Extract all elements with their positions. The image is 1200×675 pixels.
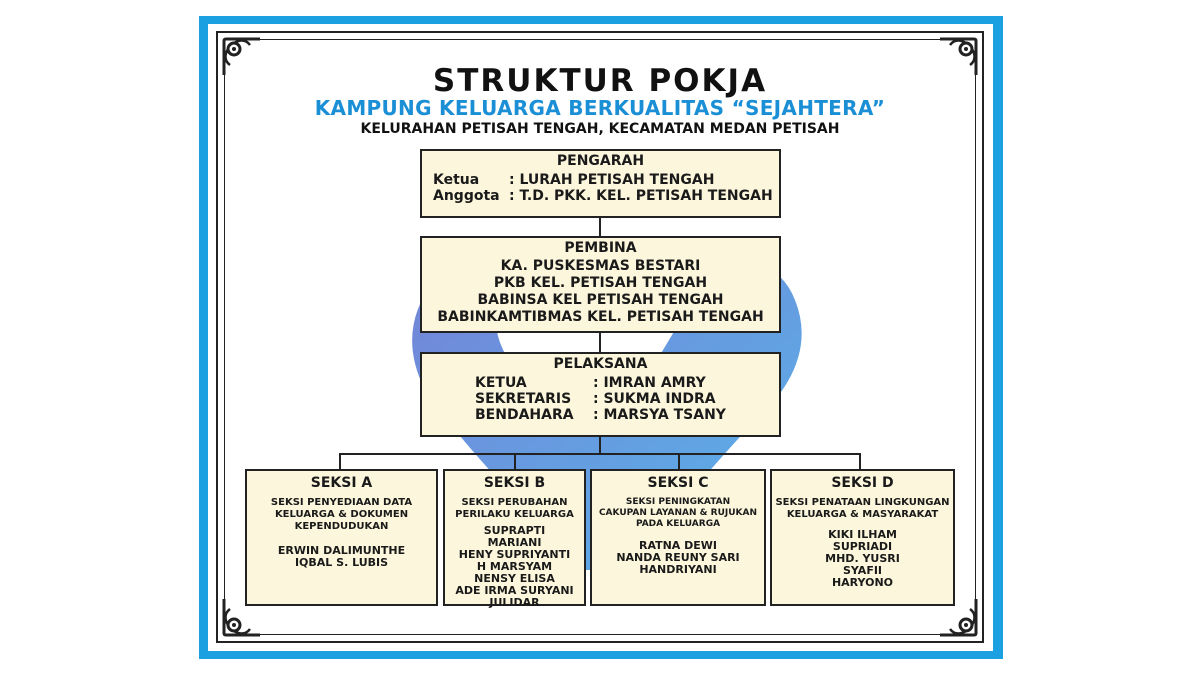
seksi-desc-line: SEKSI PERUBAHAN	[461, 497, 568, 508]
seksi-member: HENY SUPRIYANTI	[458, 548, 571, 561]
seksi-member: HANDRIYANI	[639, 563, 717, 576]
seksi-member: MHD. YUSRI	[825, 552, 900, 565]
seksi-desc-line: PERILAKU KELUARGA	[455, 509, 574, 520]
pelaksana-row-label: SEKRETARIS	[475, 391, 572, 407]
pelaksana-row-value: : SUKMA INDRA	[593, 391, 716, 407]
seksi-desc-line: SEKSI PENATAAN LINGKUNGAN	[775, 497, 950, 508]
poster-location: KELURAHAN PETISAH TENGAH, KECAMATAN MEDAN PETISAH	[360, 121, 840, 137]
pembina-member: BABINSA KEL PETISAH TENGAH	[477, 292, 724, 308]
seksi-member: MARIANI	[487, 536, 542, 549]
seksi-member: IQBAL S. LUBIS	[294, 556, 389, 569]
pelaksana-row	[475, 407, 779, 423]
seksi-title: SEKSI A	[310, 475, 373, 491]
seksi-member: RATNA DEWI	[638, 539, 718, 552]
pelaksana-title: PELAKSANA	[553, 356, 648, 372]
seksi-member: NANDA REUNY SARI	[616, 551, 740, 564]
seksi-member: KIKI ILHAM	[828, 528, 897, 541]
poster-subtitle: KAMPUNG KELUARGA BERKUALITAS “SEJAHTERA”	[314, 96, 886, 120]
pengarah-row	[433, 188, 779, 204]
pengarah-row	[433, 172, 779, 188]
seksi-title: SEKSI B	[483, 475, 546, 491]
pelaksana-row	[475, 375, 779, 391]
seksi-desc-line: KELUARGA & DOKUMEN	[274, 509, 409, 520]
seksi-member: ADE IRMA SURYANI	[455, 584, 574, 597]
pembina-member: BABINKAMTIBMAS KEL. PETISAH TENGAH	[437, 309, 764, 325]
seksi-title: SEKSI C	[647, 475, 709, 491]
poster-title: STRUKTUR POKJA	[432, 63, 768, 99]
seksi-desc-line: SEKSI PENYEDIAAN DATA	[270, 497, 413, 508]
seksi-desc-line: PADA KELUARGA	[635, 519, 721, 529]
seksi-a-box	[245, 469, 438, 606]
seksi-member: JULIDAR	[489, 596, 540, 609]
pelaksana-row-value: : MARSYA TSANY	[593, 407, 726, 423]
pembina-title: PEMBINA	[564, 240, 637, 256]
pelaksana-row	[475, 391, 779, 407]
seksi-member: ERWIN DALIMUNTHE	[277, 544, 406, 557]
pembina-member: KA. PUSKESMAS BESTARI	[500, 258, 701, 274]
seksi-desc-line: KELUARGA & MASYARAKAT	[786, 509, 939, 520]
seksi-member: SUPRAPTI	[483, 524, 546, 537]
pengarah-row-value: : T.D. PKK. KEL. PETISAH TENGAH	[509, 188, 773, 204]
pelaksana-box	[420, 352, 781, 437]
pelaksana-row-label: KETUA	[475, 375, 527, 391]
connector-line	[339, 453, 861, 455]
pembina-box	[420, 236, 781, 333]
seksi-desc-line: KEPENDUDUKAN	[294, 521, 389, 532]
connector-line	[599, 217, 601, 237]
seksi-desc-line: SEKSI PENINGKATAN	[625, 497, 731, 507]
seksi-b-box	[443, 469, 586, 609]
pengarah-row-label: Ketua	[433, 172, 480, 188]
seksi-member: H MARSYAM	[476, 560, 553, 573]
connector-line	[599, 332, 601, 353]
seksi-title: SEKSI D	[831, 475, 894, 491]
seksi-desc-line: CAKUPAN LAYANAN & RUJUKAN	[598, 508, 758, 518]
seksi-member: NENSY ELISA	[474, 572, 555, 585]
pengarah-row-label: Anggota	[433, 188, 500, 204]
seksi-member: HARYONO	[831, 576, 894, 589]
seksi-member: SUPRIADI	[832, 540, 893, 553]
seksi-member: SYAFII	[842, 564, 883, 577]
seksi-d-box	[770, 469, 955, 606]
connector-line	[599, 436, 601, 454]
pengarah-title: PENGARAH	[556, 153, 645, 169]
pengarah-box	[420, 149, 781, 218]
pembina-member: PKB KEL. PETISAH TENGAH	[493, 275, 708, 291]
seksi-c-box	[590, 469, 766, 606]
pelaksana-row-value: : IMRAN AMRY	[593, 375, 706, 391]
pengarah-row-value: : LURAH PETISAH TENGAH	[509, 172, 715, 188]
pelaksana-row-label: BENDAHARA	[475, 407, 574, 423]
